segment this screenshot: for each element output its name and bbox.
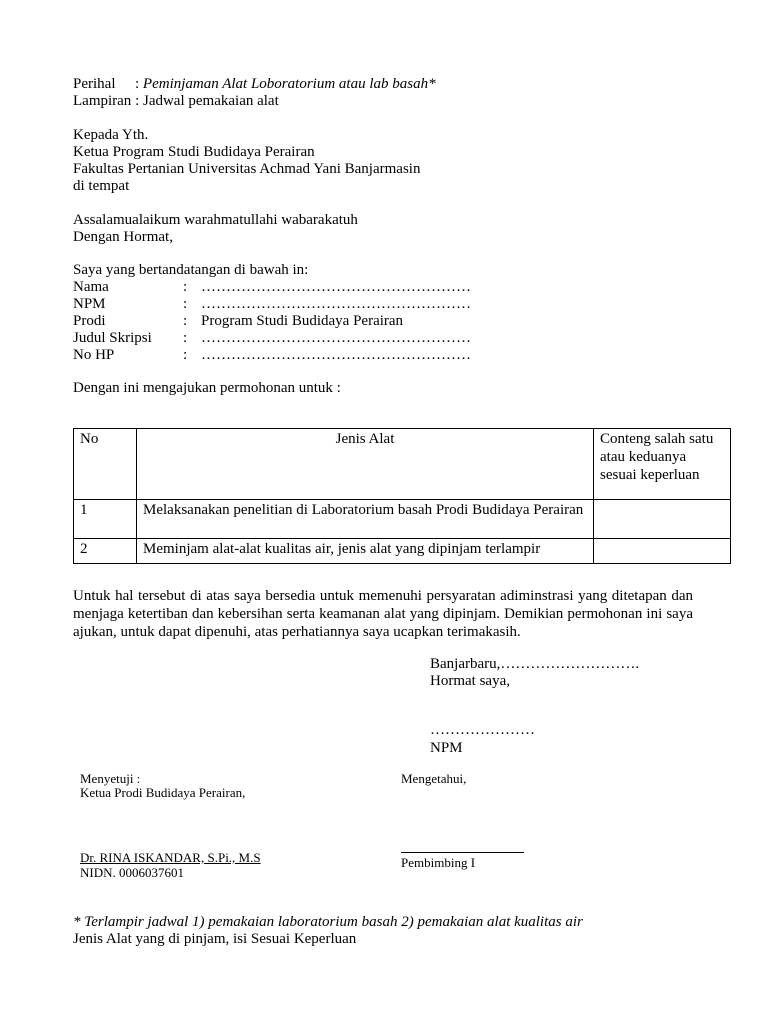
header-conteng: Conteng salah satu atau keduanya sesuai keperluan <box>594 429 731 500</box>
recipient-line-3: Fakultas Pertanian Universitas Achmad Yani Banjarmasin <box>73 161 421 177</box>
field-judul-skripsi <box>73 330 471 347</box>
supervisor-title: Pembimbing I <box>401 855 476 870</box>
header-jenis-alat: Jenis Alat <box>137 429 594 500</box>
table-row <box>74 539 731 564</box>
perihal-value: Peminjaman Alat Loboratorium atau lab basah* <box>142 76 436 92</box>
applicant-intro: Saya yang bertandatangan di bawah in: <box>73 262 309 278</box>
field-label: NPM <box>73 296 106 312</box>
field-value: ……………………………………………… <box>201 279 471 295</box>
perihal-line <box>73 76 436 93</box>
acknowledge-label: Mengetahui, <box>401 771 467 786</box>
field-label: Prodi <box>73 313 106 329</box>
row-check-cell[interactable] <box>594 539 731 564</box>
closing-paragraph: Untuk hal tersebut di atas saya bersedia untuk memenuhi persyaratan adiminstrasi yang ditetapan dan menjaga ketertiban dan kebersihan serta keamanan alat yang dipinjam. Demikian permohonan ini saya ajukan, untuk dapat dipenuhi, atas perhatiannya saya ucapkan terimakasih. <box>73 588 693 640</box>
field-label: Nama <box>73 279 109 295</box>
request-table <box>73 428 731 564</box>
greeting-line-2: Dengan Hormat, <box>73 229 173 245</box>
footnote-line-1: * Terlampir jadwal 1) pemakaian laboratorium basah 2) pemakaian alat kualitas air <box>73 914 583 930</box>
field-sep: : <box>183 313 188 329</box>
approval-label: Menyetuji : <box>80 771 141 786</box>
field-value: ……………………………………………… <box>201 330 471 346</box>
field-value: ……………………………………………… <box>201 347 471 363</box>
field-sep: : <box>183 296 188 312</box>
recipient-line-2: Ketua Program Studi Budidaya Perairan <box>73 144 315 160</box>
field-label: No HP <box>73 347 115 363</box>
request-intro: Dengan ini mengajukan permohonan untuk : <box>73 380 341 396</box>
lampiran-label: Lampiran <box>73 93 132 109</box>
row-item: Melaksanakan penelitian di Laboratorium basah Prodi Budidaya Perairan <box>137 500 594 539</box>
perihal-label: Perihal <box>73 76 116 92</box>
field-value: Program Studi Budidaya Perairan <box>201 313 404 329</box>
greeting-line-1: Assalamualaikum warahmatullahi wabarakatuh <box>73 212 358 228</box>
lampiran-line <box>73 93 279 110</box>
signer-npm: NPM <box>430 740 463 756</box>
approval-title: Ketua Prodi Budidaya Perairan, <box>80 785 246 800</box>
row-check-cell[interactable] <box>594 500 731 539</box>
row-no: 2 <box>74 539 137 564</box>
field-sep: : <box>183 279 188 295</box>
signature-line <box>401 852 524 853</box>
table-header-row <box>74 429 731 500</box>
lampiran-value: Jadwal pemakaian alat <box>142 93 279 109</box>
approver-nidn: NIDN. 0006037601 <box>80 865 184 880</box>
row-no: 1 <box>74 500 137 539</box>
field-sep: : <box>183 330 188 346</box>
field-sep: : <box>183 347 188 363</box>
signer-name-dots: ………………… <box>430 722 535 738</box>
recipient-line-1: Kepada Yth. <box>73 127 149 143</box>
recipient-line-4: di tempat <box>73 178 130 194</box>
place-date: Banjarbaru,………………………. <box>430 656 640 672</box>
field-value: ……………………………………………… <box>201 296 471 312</box>
regards: Hormat saya, <box>430 673 510 689</box>
field-label: Judul Skripsi <box>73 330 152 346</box>
table-row <box>74 500 731 539</box>
row-item: Meminjam alat-alat kualitas air, jenis alat yang dipinjam terlampir <box>137 539 594 564</box>
header-no: No <box>74 429 137 500</box>
approver-name: Dr. RINA ISKANDAR, S.Pi., M.S <box>80 850 261 865</box>
field-npm <box>73 296 471 313</box>
field-no-hp <box>73 347 471 364</box>
footnote-line-2: Jenis Alat yang di pinjam, isi Sesuai Keperluan <box>73 931 357 947</box>
lampiran-sep: : <box>135 93 140 109</box>
perihal-sep: : <box>135 76 140 92</box>
field-nama <box>73 279 471 296</box>
field-prodi <box>73 313 403 330</box>
